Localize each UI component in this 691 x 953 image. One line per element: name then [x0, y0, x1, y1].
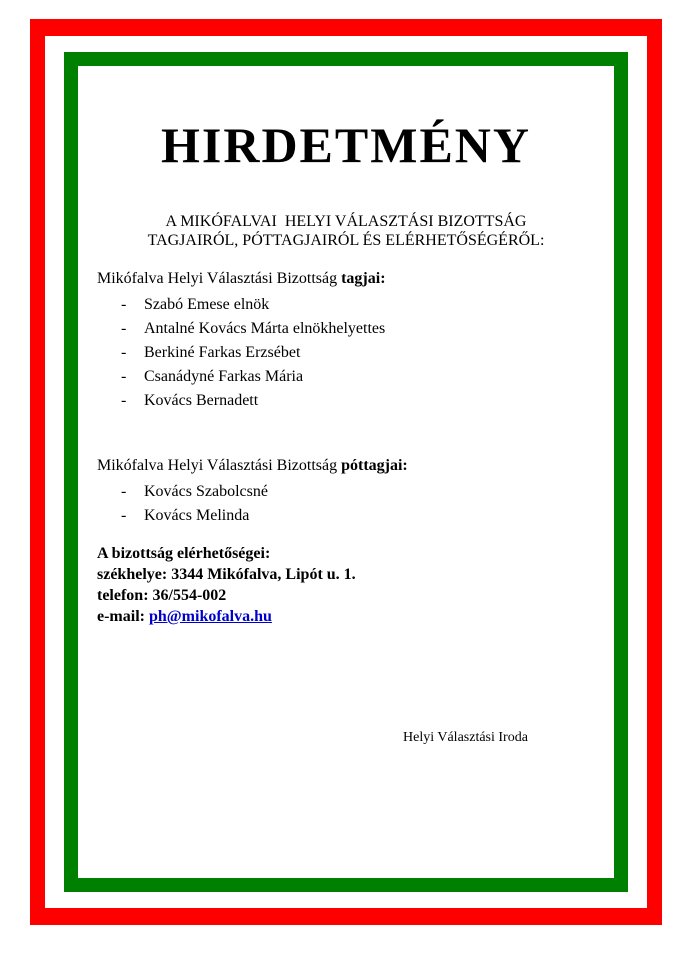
list-item: - Kovács Szabolcsné — [121, 483, 268, 500]
substitute-name: Kovács Szabolcsné — [144, 483, 268, 500]
member-name: Berkiné Farkas Erzsébet — [144, 344, 301, 361]
email-link[interactable]: ph@mikofalva.hu — [148, 608, 272, 625]
email-label: e-mail: — [97, 608, 149, 625]
member-name: Szabó Emese elnök — [144, 296, 270, 313]
list-item: - Antalné Kovács Márta elnökhelyettes — [121, 320, 386, 337]
substitutes-list — [97, 480, 408, 528]
subtitle — [78, 212, 614, 250]
subtitle-line-1: A MIKÓFALVAI HELYI VÁLASZTÁSI BIZOTTSÁG — [165, 213, 527, 230]
contact-block — [97, 543, 356, 627]
list-item: - Szabó Emese elnök — [121, 296, 270, 313]
contact-email-row — [97, 606, 356, 627]
substitutes-heading-bold: póttagjai: — [341, 457, 408, 474]
substitute-name: Kovács Melinda — [144, 507, 250, 524]
substitutes-heading-text: Mikófalva Helyi Választási Bizottság — [97, 457, 342, 474]
list-item: - Berkiné Farkas Erzsébet — [121, 344, 301, 361]
member-name: Csanádyné Farkas Mária — [144, 368, 304, 385]
announcement-sheet — [78, 66, 614, 878]
list-item: - Kovács Bernadett — [121, 392, 259, 409]
signature: Helyi Választási Iroda — [403, 730, 528, 745]
green-border — [64, 52, 628, 892]
member-name: Kovács Bernadett — [144, 392, 259, 409]
outer-red-border — [30, 19, 662, 925]
subtitle-line-2: TAGJAIRÓL, PÓTTAGJAIRÓL ÉS ELÉRHETŐSÉGÉRŐL: — [147, 232, 545, 249]
white-border — [45, 36, 647, 908]
members-heading-text: Mikófalva Helyi Választási Bizottság — [97, 270, 342, 287]
contact-phone: telefon: 36/554-002 — [97, 587, 227, 604]
members-heading-bold: tagjai: — [341, 270, 386, 287]
members-heading — [97, 269, 386, 289]
contact-seat: székhelye: 3344 Mikófalva, Lipót u. 1. — [97, 566, 356, 583]
list-item: - Kovács Melinda — [121, 507, 250, 524]
list-item: - Csanádyné Farkas Mária — [121, 368, 304, 385]
members-section — [97, 269, 386, 413]
page-title: HIRDETMÉNY — [160, 117, 532, 173]
members-list — [97, 293, 386, 413]
substitutes-section — [97, 456, 408, 528]
substitutes-heading — [97, 456, 408, 476]
contact-heading: A bizottság elérhetőségei: — [97, 545, 271, 562]
member-name: Antalné Kovács Márta elnökhelyettes — [144, 320, 386, 337]
